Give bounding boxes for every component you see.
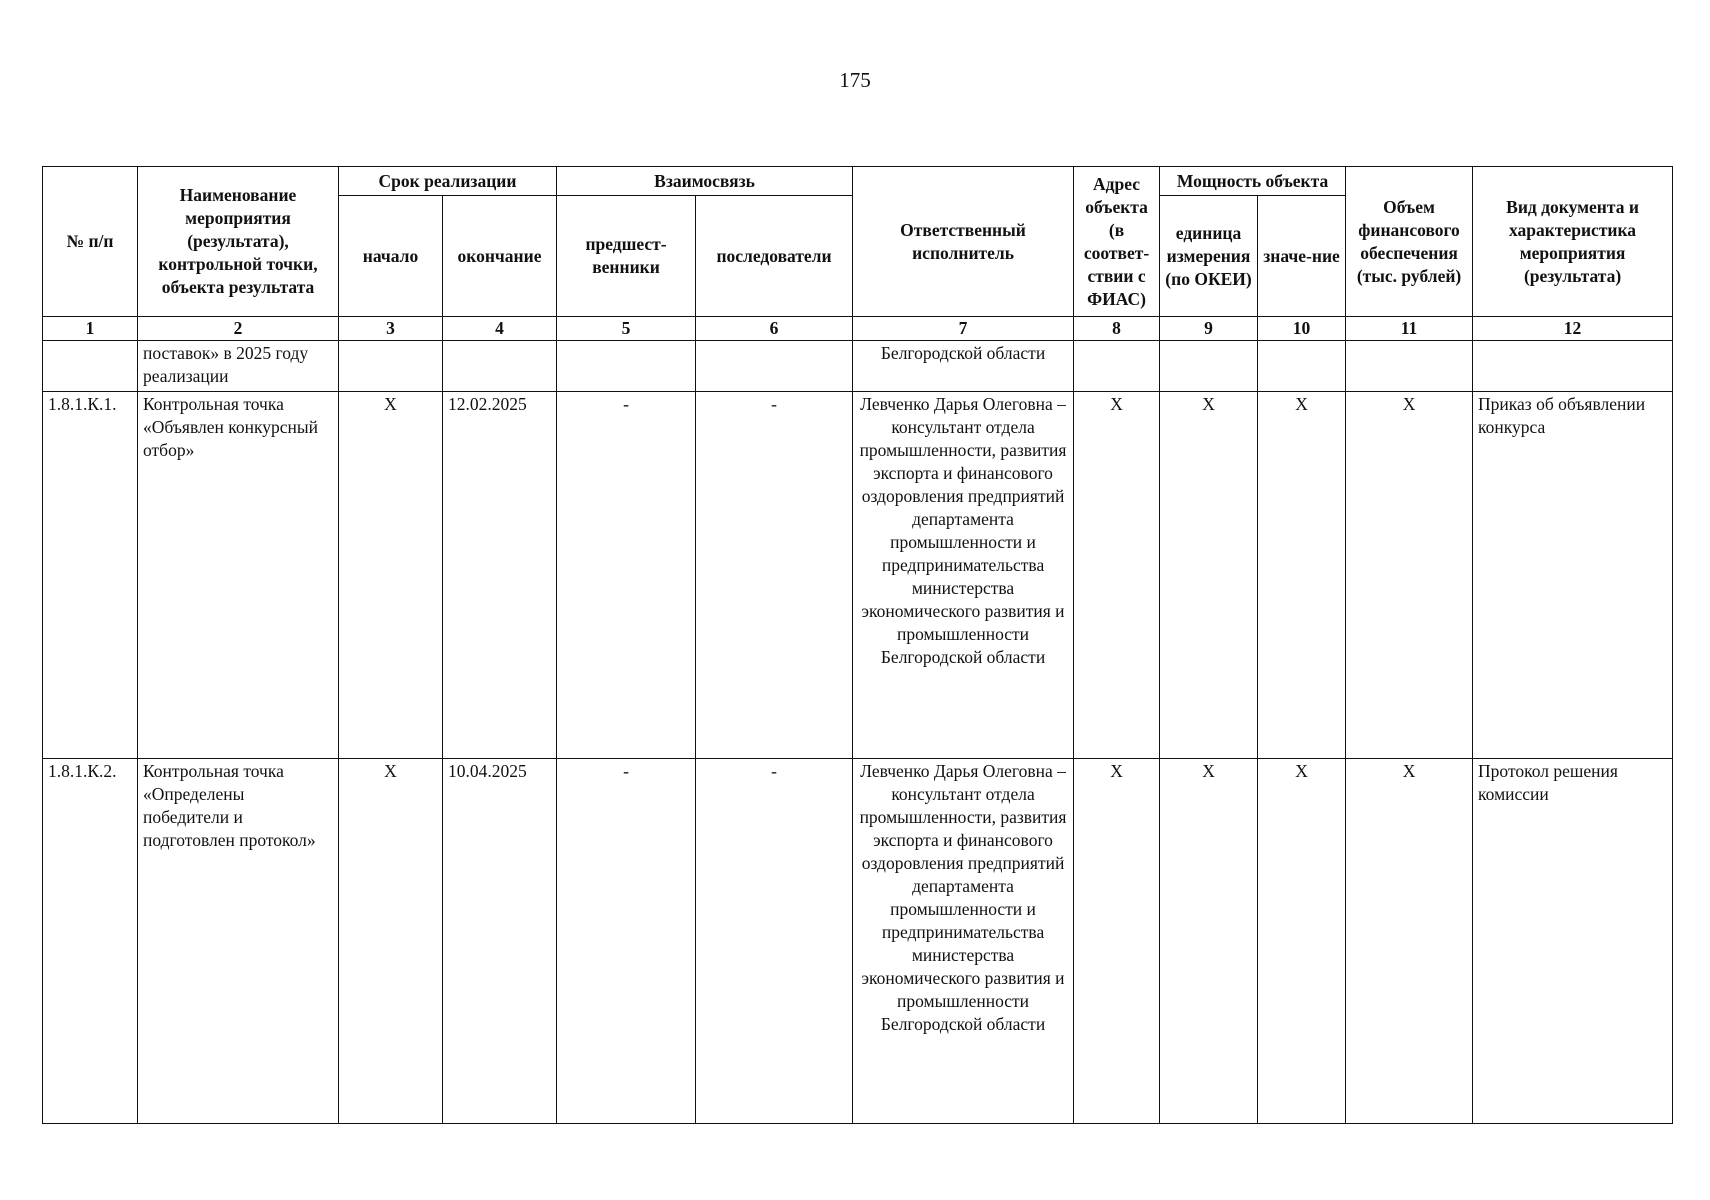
column-number: 6 [696, 317, 853, 341]
column-number: 1 [43, 317, 138, 341]
header-capacity-value: значе-ние [1258, 196, 1346, 317]
row-predecessors: - [557, 392, 696, 759]
row-funding: X [1346, 759, 1473, 1124]
table-row [43, 341, 1673, 392]
row-responsible: Левченко Дарья Олеговна – консультант отдела промышленности, развития экспорта и финансового оздоровления предприятий департамента промышленности и предпринимательства министерства экономического развития и промышленности Белгородской области [853, 759, 1074, 1124]
row-document: Приказ об объявлении конкурса [1473, 392, 1673, 759]
row-name: поставок» в 2025 году реализации [138, 341, 339, 392]
row-value [1258, 341, 1346, 392]
header-name: Наименование мероприятия (результата), контрольной точки, объекта результата [138, 167, 339, 317]
row-start: X [339, 392, 443, 759]
header-capacity-unit: единица измерения (по ОКЕИ) [1160, 196, 1258, 317]
plan-table [42, 166, 1673, 1124]
row-document [1473, 341, 1673, 392]
row-unit: X [1160, 759, 1258, 1124]
row-unit [1160, 341, 1258, 392]
page-number: 175 [839, 68, 871, 92]
table-row [43, 392, 1673, 759]
row-document: Протокол решения комиссии [1473, 759, 1673, 1124]
row-address: X [1074, 759, 1160, 1124]
row-value: X [1258, 759, 1346, 1124]
row-num [43, 341, 138, 392]
row-address: X [1074, 392, 1160, 759]
header-successors: последователи [696, 196, 853, 317]
column-number: 7 [853, 317, 1074, 341]
header-responsible: Ответственный исполнитель [853, 167, 1074, 317]
column-number: 9 [1160, 317, 1258, 341]
row-num: 1.8.1.К.2. [43, 759, 138, 1124]
row-name: Контрольная точка «Определены победители и подготовлен протокол» [138, 759, 339, 1124]
row-unit: X [1160, 392, 1258, 759]
row-start: X [339, 759, 443, 1124]
table-row [43, 759, 1673, 1124]
header-document: Вид документа и характеристика мероприятия (результата) [1473, 167, 1673, 317]
row-value: X [1258, 392, 1346, 759]
row-end: 10.04.2025 [443, 759, 557, 1124]
column-number: 12 [1473, 317, 1673, 341]
column-number: 10 [1258, 317, 1346, 341]
header-num: № п/п [43, 167, 138, 317]
column-number: 11 [1346, 317, 1473, 341]
column-number: 2 [138, 317, 339, 341]
row-predecessors [557, 341, 696, 392]
header-period: Срок реализации [339, 167, 557, 196]
row-end [443, 341, 557, 392]
header-address: Адрес объекта (в соответ-ствии с ФИАС) [1074, 167, 1160, 317]
row-num: 1.8.1.К.1. [43, 392, 138, 759]
header-funding: Объем финансового обеспечения (тыс. рублей) [1346, 167, 1473, 317]
row-responsible: Белгородской области [853, 341, 1074, 392]
row-funding [1346, 341, 1473, 392]
row-successors: - [696, 759, 853, 1124]
row-start [339, 341, 443, 392]
row-successors [696, 341, 853, 392]
header-relation: Взаимосвязь [557, 167, 853, 196]
header-period-start: начало [339, 196, 443, 317]
row-responsible: Левченко Дарья Олеговна – консультант отдела промышленности, развития экспорта и финансового оздоровления предприятий департамента промышленности и предпринимательства министерства экономического развития и промышленности Белгородской области [853, 392, 1074, 759]
header-period-end: окончание [443, 196, 557, 317]
row-funding: X [1346, 392, 1473, 759]
column-number: 4 [443, 317, 557, 341]
row-predecessors: - [557, 759, 696, 1124]
column-number: 3 [339, 317, 443, 341]
row-end: 12.02.2025 [443, 392, 557, 759]
header-capacity: Мощность объекта [1160, 167, 1346, 196]
header-predecessors: предшест-венники [557, 196, 696, 317]
header-row-top [43, 167, 1673, 196]
row-address [1074, 341, 1160, 392]
row-name: Контрольная точка «Объявлен конкурсный отбор» [138, 392, 339, 759]
column-number: 5 [557, 317, 696, 341]
column-numbers-row [43, 317, 1673, 341]
column-number: 8 [1074, 317, 1160, 341]
row-successors: - [696, 392, 853, 759]
